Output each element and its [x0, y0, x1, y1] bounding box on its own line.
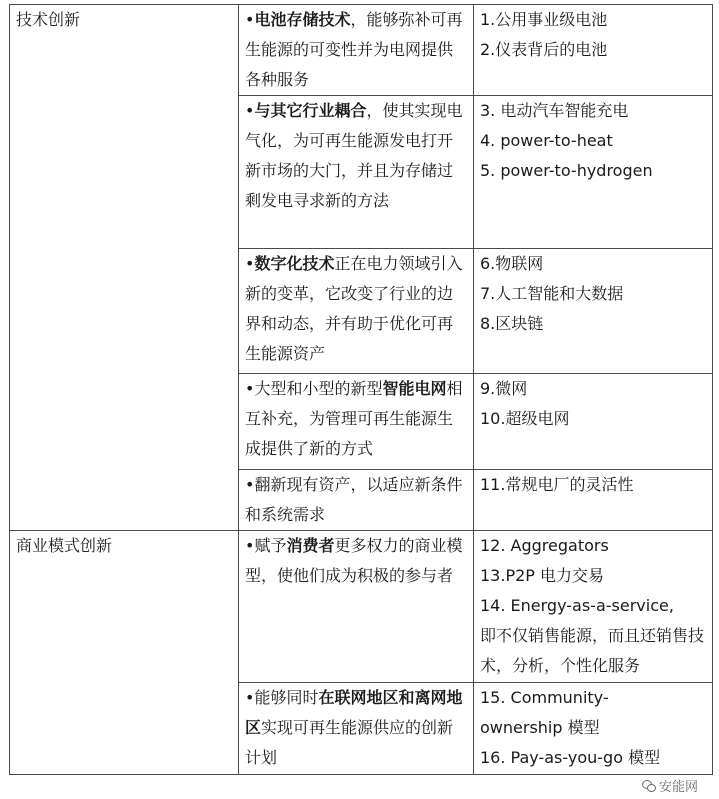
example-item: 12. Aggregators: [480, 536, 609, 555]
description-cell: [239, 470, 474, 531]
example-item: 9.微网: [480, 379, 528, 398]
category-label: 商业模式创新: [16, 536, 113, 555]
description-keyword: 与其它行业耦合: [254, 101, 367, 120]
description-text: 实现可再生能源供应的创新计划: [245, 718, 454, 767]
examples-cell: [474, 249, 713, 374]
example-item: 6.物联网: [480, 254, 544, 273]
innovation-table: [9, 4, 713, 775]
description-text: ，能够弥补可再生能源的可变性并为电网提供各种服务: [245, 10, 463, 89]
description-text: •赋予: [245, 536, 287, 555]
example-item: 15. Community-: [480, 688, 609, 707]
description-keyword: 在联网地区和离网地区: [245, 688, 463, 737]
example-item: 8.区块链: [480, 314, 544, 333]
examples-cell: [474, 531, 713, 683]
example-item: 3. 电动汽车智能充电: [480, 101, 629, 120]
description-text: •能够同时: [245, 688, 319, 707]
innovation-table-body: [10, 5, 713, 775]
examples-cell: [474, 683, 713, 775]
description-cell: [239, 96, 474, 249]
description-cell: [239, 5, 474, 96]
example-item: 7.人工智能和大数据: [480, 284, 624, 303]
wechat-icon: [642, 780, 656, 792]
example-item: 即不仅销售能源，而且还销售技术，分析，个性化服务: [480, 626, 705, 675]
category-cell: [10, 531, 239, 775]
example-item: 16. Pay-as-you-go 模型: [480, 748, 661, 767]
description-keyword: 消费者: [286, 536, 335, 555]
description-text: •大型和小型的新型: [245, 379, 383, 398]
example-item: 1.公用事业级电池: [480, 10, 608, 29]
examples-cell: [474, 374, 713, 470]
examples-cell: [474, 5, 713, 96]
examples-cell: [474, 470, 713, 531]
description-text: •: [245, 10, 255, 29]
table-row: [10, 5, 713, 96]
description-text: 更多权力的商业模型，使他们成为积极的参与者: [245, 536, 463, 585]
description-text: •翻新现有资产，以适应新条件和系统需求: [245, 475, 463, 524]
watermark-text: 安能网: [658, 780, 698, 795]
description-text: 正在电力领域引入新的变革，它改变了行业的边界和动态，并有助于优化可再生能源资产: [245, 254, 463, 363]
category-label: 技术创新: [16, 10, 81, 29]
description-text: •: [245, 101, 255, 120]
description-cell: [239, 531, 474, 683]
description-cell: [239, 249, 474, 374]
description-text: 相互补充，为管理可再生能源生成提供了新的方式: [245, 379, 463, 458]
description-text: ，使其实现电气化，为可再生能源发电打开新市场的大门，并且为存储过剩发电寻求新的方法: [245, 101, 463, 210]
examples-cell: [474, 96, 713, 249]
example-item: 14. Energy-as-a-service,: [480, 596, 674, 615]
example-item: 2.仪表背后的电池: [480, 40, 608, 59]
description-keyword: 智能电网: [382, 379, 447, 398]
description-text: •: [245, 254, 255, 273]
example-item: ownership 模型: [480, 718, 600, 737]
description-keyword: 数字化技术: [254, 254, 335, 273]
example-item: 13.P2P 电力交易: [480, 566, 605, 585]
description-cell: [239, 683, 474, 775]
description-cell: [239, 374, 474, 470]
category-cell: [10, 5, 239, 531]
watermark: [639, 776, 701, 795]
example-item: 11.常规电厂的灵活性: [480, 475, 634, 494]
description-keyword: 电池存储技术: [254, 10, 351, 29]
example-item: 5. power-to-hydrogen: [480, 161, 653, 180]
example-item: 10.超级电网: [480, 409, 570, 428]
example-item: 4. power-to-heat: [480, 131, 613, 150]
table-row: [10, 531, 713, 683]
